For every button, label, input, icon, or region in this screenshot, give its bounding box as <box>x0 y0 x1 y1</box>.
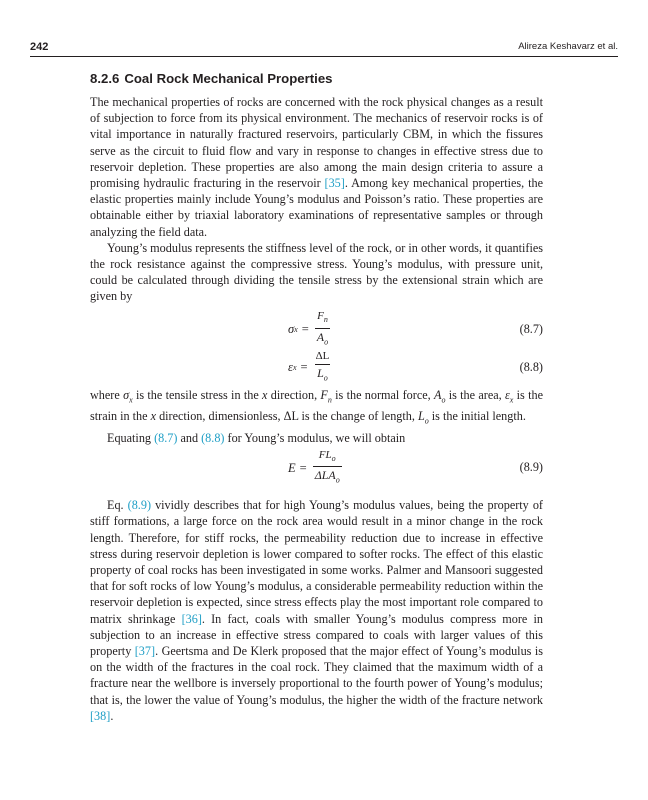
symbol-sigma: σ <box>288 322 295 337</box>
paragraph-text: . <box>110 708 114 723</box>
equation-number: (8.7) <box>519 321 543 336</box>
paragraph-text: . Among key mechanical properties, the elastic properties mainly include Young’s modulus and Poisson’s ratio. These properties are obtainable either by triaxial laboratory examinations of representative samples or through analyzing the field data. <box>90 176 543 239</box>
equation-link-8-9[interactable]: (8.9) <box>127 498 152 513</box>
fraction-denominator <box>315 328 330 349</box>
paragraph-where <box>90 387 543 430</box>
equation-8-7 <box>90 311 543 349</box>
symbol-sub: o <box>324 336 329 346</box>
paragraph-text: vividly describes that for high Young’s modulus values, being the property of stiff formations, a large force on the rock area would result in a minor change in the rock length. Therefore, for stiff rocks, the permeability reduction due to increase in effective stress during reservoir depletion is lower compared to softer rocks. The effect of this elastic property of coal rocks has been investigated in some works. Palmer and Mansoori suggested that for soft rocks of low Young’s modulus, a considerable permeability reduction within the reservoir depletion is expected, since stress effects play the most important role compared to matrix shrinkage <box>90 498 543 626</box>
paragraph-text: direction, <box>267 387 321 402</box>
paragraph-text: is the strain in the <box>90 387 543 424</box>
paragraph-text: . Geertsma and De Klerk proposed that the major effect of Young’s modulus is on the width of the fractures in the coal rock. They claimed that the maximum width of a fracture near the wellbore is inversely proportional to the fourth power of Young’s modulus; that is, the lower the value of Young’s modulus, the higher the width of the fracture network <box>90 643 543 707</box>
paragraph-equating <box>90 430 543 446</box>
header-rule <box>30 56 618 57</box>
paragraph-text: direction, dimensionless, <box>156 409 284 424</box>
symbol-FL: FL <box>318 448 332 461</box>
paragraph-text: Equating <box>107 430 155 445</box>
symbol-equals: = <box>300 360 308 375</box>
citation-link-36[interactable]: [36] <box>181 611 202 626</box>
symbol-delta-L: ΔL <box>315 349 330 362</box>
fraction-denominator <box>315 364 330 385</box>
symbol-F: F <box>317 310 324 323</box>
paragraph-text: is the change of length, <box>298 409 418 424</box>
symbol-sub: x <box>129 395 133 405</box>
symbol-equals: = <box>299 460 307 475</box>
symbol-A: A <box>316 329 325 344</box>
symbol-sub: x <box>292 363 297 373</box>
fraction-numerator <box>314 350 332 364</box>
citation-link-38[interactable]: [38] <box>90 708 111 723</box>
symbol-E: E <box>288 460 296 475</box>
fraction-numerator <box>317 449 338 466</box>
symbol-L: L <box>417 409 425 424</box>
section-number: 8.2.6 <box>90 71 120 86</box>
paragraph-text: and <box>177 430 202 445</box>
fraction <box>314 350 332 385</box>
equation-number: (8.9) <box>519 460 543 475</box>
symbol-epsilon: ε <box>504 387 510 402</box>
page-body <box>90 70 543 724</box>
symbol-F: F <box>320 387 328 402</box>
equation-8-8 <box>90 349 543 387</box>
paragraph-text: where <box>90 387 124 402</box>
paragraph-text: Eq. <box>107 498 128 513</box>
symbol-sub: x <box>294 325 298 335</box>
fraction-numerator <box>315 310 330 327</box>
symbol-sub: n <box>327 395 332 405</box>
fraction <box>313 449 342 488</box>
symbol-sub: o <box>424 416 429 426</box>
running-head <box>30 41 618 55</box>
paragraph-discussion <box>90 497 543 724</box>
paragraph-text: is the area, <box>445 387 505 402</box>
equation-8-9 <box>90 449 543 487</box>
symbol-delta-LA: ΔLA <box>314 468 336 483</box>
running-authors: Alireza Keshavarz et al. <box>518 41 618 52</box>
symbol-sub: o <box>335 475 340 485</box>
section-heading <box>90 70 543 88</box>
symbol-L: L <box>317 365 324 380</box>
symbol-delta-L: ΔL <box>283 409 299 424</box>
symbol-sub: n <box>323 315 328 325</box>
paragraph-intro <box>90 94 543 240</box>
symbol-epsilon: ε <box>288 360 293 375</box>
symbol-x: x <box>150 409 157 424</box>
symbol-sub: x <box>509 395 514 405</box>
paragraph-youngs-modulus: Young’s modulus represents the stiffness level of the rock, or in other words, it quantifies the rock resistance against the compressive stress. Young’s modulus, with pressure unit, could be calculated through dividing the tensile stress by the extensional strain which are given by <box>90 240 543 304</box>
equation-formula <box>288 449 342 487</box>
section-title: Coal Rock Mechanical Properties <box>124 71 333 86</box>
paragraph-text: is the initial length. <box>428 409 526 424</box>
symbol-x: x <box>262 387 268 402</box>
paragraph-text: is the tensile stress in the <box>132 387 263 402</box>
paragraph-text: for Young’s modulus, we will obtain <box>224 430 406 445</box>
equation-link-8-7[interactable]: (8.7) <box>154 430 178 445</box>
paragraph-text: . In fact, coals with smaller Young’s modulus compress more in subjection to an increase in effective stress compared to coals with larger values of this property <box>90 611 543 658</box>
symbol-sigma: σ <box>123 387 130 402</box>
fraction <box>315 310 330 349</box>
equation-formula <box>288 311 330 349</box>
symbol-sub: o <box>441 395 446 405</box>
symbol-equals: = <box>301 322 309 337</box>
paragraph-text: The mechanical properties of rocks are concerned with the rock physical changes as a result of subjection to force from its physical environment. The mechanics of reservoir rocks is of vital importance in naturally fractured reservoirs, particularly CBM, in which the fissures serve as the circuit to fluid flow and vary in response to changes in effective stress due to reservoir depletion. These properties are also among the main design criteria to assure a promising hydraulic fracturing in the reservoir <box>90 95 543 191</box>
equation-formula <box>288 349 331 387</box>
citation-link-35[interactable]: [35] <box>324 176 345 191</box>
paragraph-text: is the normal force, <box>331 387 434 402</box>
equation-number: (8.8) <box>519 359 543 374</box>
citation-link-37[interactable]: [37] <box>134 643 156 658</box>
symbol-sub: o <box>323 373 328 383</box>
fraction-denominator <box>313 466 342 487</box>
equation-link-8-8[interactable]: (8.8) <box>201 430 225 445</box>
symbol-sub: o <box>331 454 336 464</box>
symbol-A: A <box>433 387 442 402</box>
page-number: 242 <box>30 41 49 53</box>
